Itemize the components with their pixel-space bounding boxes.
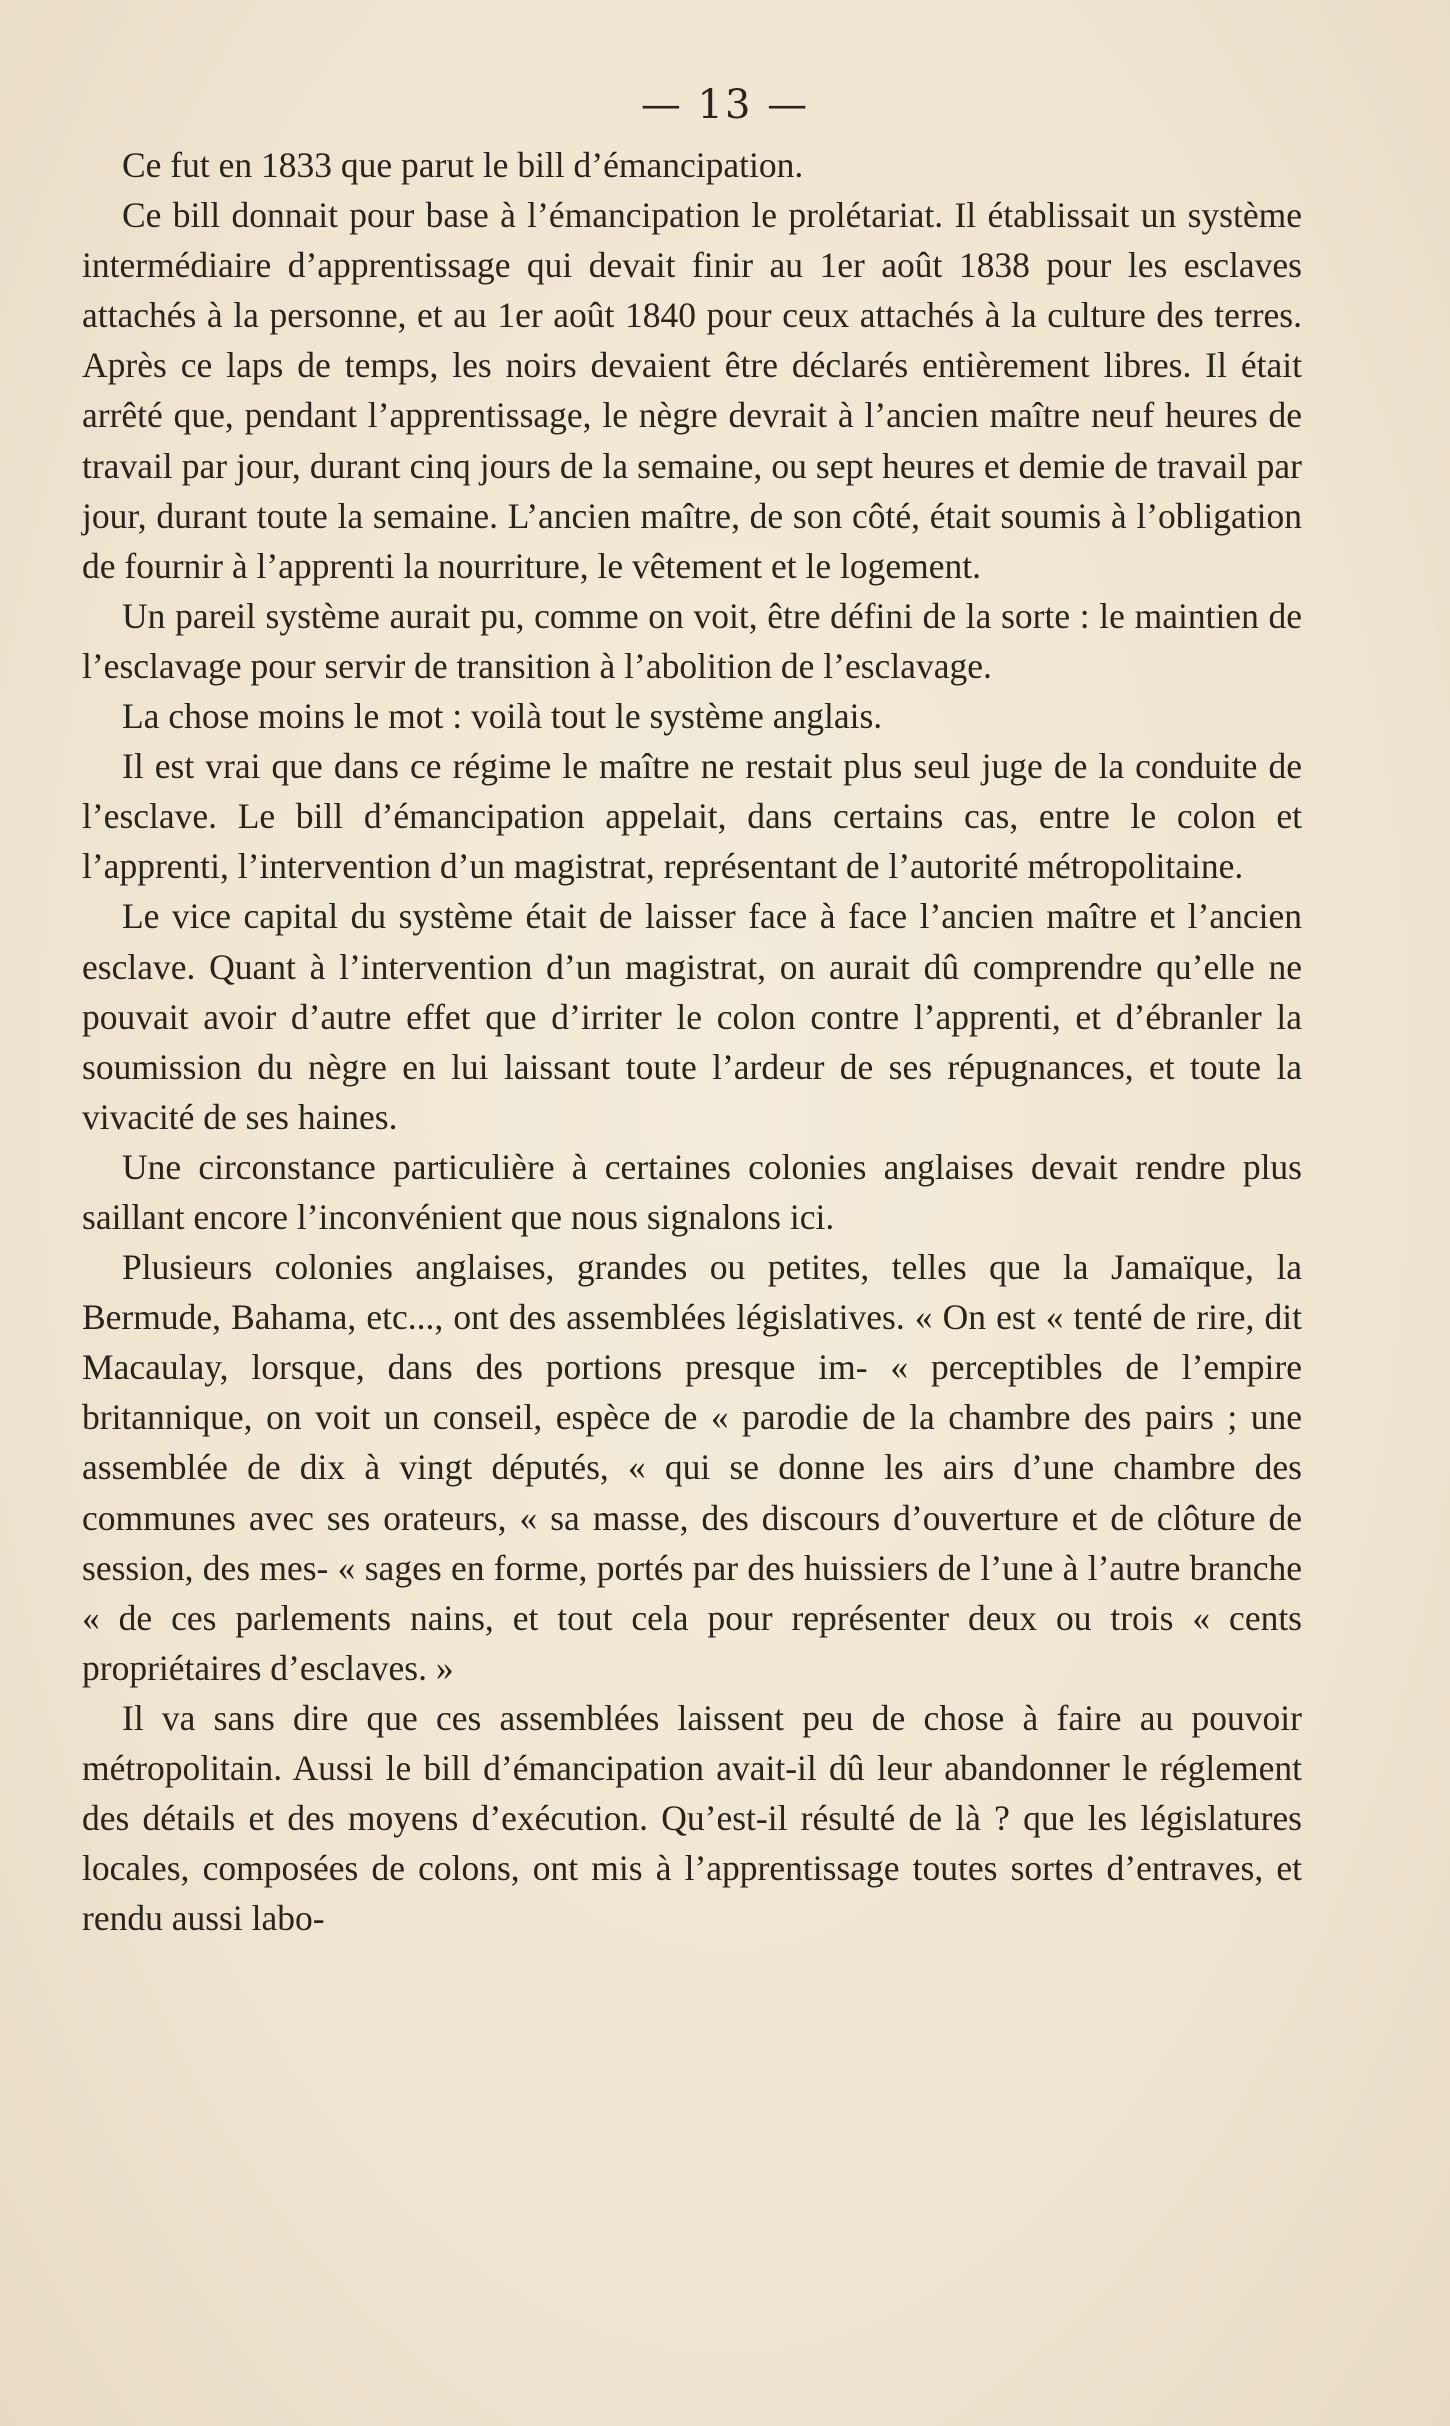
paragraph: Il va sans dire que ces assemblées laissent peu de chose à faire au pouvoir métropolitain. Aussi le bill d’émancipation avait-il dû leur abandonner le réglement des détails et des moyens d’exécution. Qu’est-il résulté de là ? que les législatures locales, composées de colons, ont mis à l’apprentissage toutes sortes d’entraves, et rendu aussi labo- bbox=[82, 1697, 1302, 1939]
paragraph: Il est vrai que dans ce régime le maître ne restait plus seul juge de la conduite de l’esclave. Le bill d’émancipation appelait, dans certains cas, entre le colon et l’apprenti, l’intervention d’un magistrat, représentant de l’autorité métropolitaine. bbox=[82, 746, 1302, 887]
paragraph: Un pareil système aurait pu, comme on voit, être défini de la sorte : le maintien de l’esclavage pour servir de transition à l’abolition de l’esclavage. bbox=[82, 595, 1302, 686]
paragraph: Ce bill donnait pour base à l’émancipation le prolétariat. Il établissait un système intermédiaire d’apprentissage qui devait finir au 1er août 1838 pour les esclaves attachés à la personne, et au 1er août 1840 pour ceux attachés à la culture des terres. Après ce laps de temps, les noirs devaient être déclarés entièrement libres. Il était arrêté que, pendant l’apprentissage, le nègre devrait à l’ancien maître neuf heures de travail par jour, durant cinq jours de la semaine, ou sept heures et demie de travail par jour, durant toute la semaine. L’ancien maître, de son côté, était soumis à l’obligation de fournir à l’apprenti la nourriture, le vêtement et le logement. bbox=[82, 195, 1302, 586]
body-text bbox=[82, 140, 1302, 1943]
paragraph: Une circonstance particulière à certaines colonies anglaises devait rendre plus saillant encore l’inconvénient que nous signalons ici. bbox=[82, 1146, 1302, 1237]
paragraph: Le vice capital du système était de laisser face à face l’ancien maître et l’ancien esclave. Quant à l’intervention d’un magistrat, on aurait dû comprendre qu’elle ne pouvait avoir d’autre effet que d’irriter le colon contre l’apprenti, et d’ébranler la soumission du nègre en lui laissant toute l’ardeur de ses répugnances, et toute la vivacité de ses haines. bbox=[82, 896, 1302, 1137]
paragraph: La chose moins le mot : voilà tout le système anglais. bbox=[122, 696, 883, 737]
paragraph: Plusieurs colonies anglaises, grandes ou petites, telles que la Jamaïque, la Bermude, Bahama, etc..., ont des assemblées législatives. « On est « tenté de rire, dit Macaulay, lorsque, dans des portions presque im- « perceptibles de l’empire britannique, on voit un conseil, espèce de « parodie de la chambre des pairs ; une assemblée de dix à vingt députés, « qui se donne les airs d’une chambre des communes avec ses orateurs, « sa masse, des discours d’ouverture et de clôture de session, des mes- « sages en forme, portés par des huissiers de l’une à l’autre branche « de ces parlements nains, et tout cela pour représenter deux ou trois « cents propriétaires d’esclaves. » bbox=[82, 1247, 1302, 1688]
page-number: — 13 — bbox=[640, 82, 810, 128]
paragraph: Ce fut en 1833 que parut le bill d’émancipation. bbox=[122, 145, 804, 185]
